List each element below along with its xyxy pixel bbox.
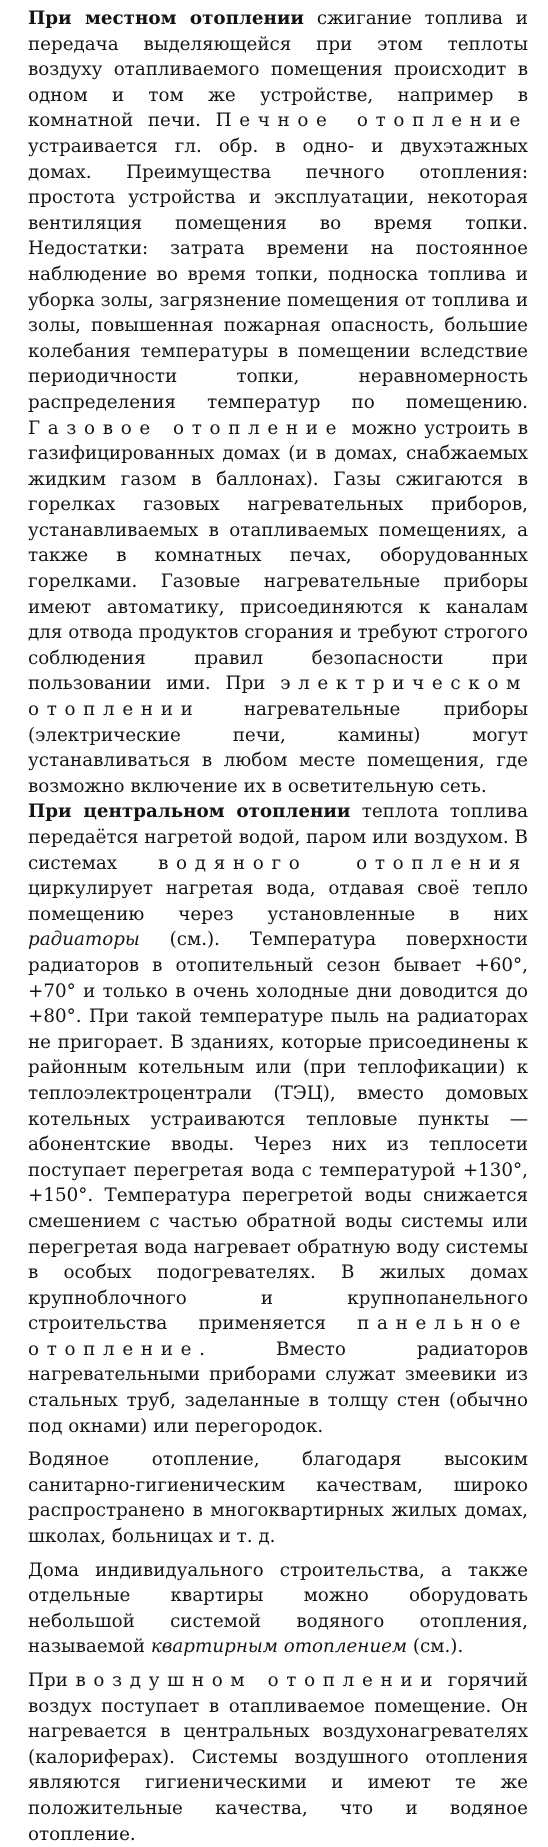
cross-reference-radiators[interactable]: радиаторы (28, 929, 140, 951)
text-run: При (28, 1670, 76, 1691)
paragraph-central-heating (28, 799, 528, 1439)
text-run: (см.). (407, 1636, 464, 1658)
text-run: горячий воздух поступает в отапливаемое помещение. Он нагревается в центральных воздухонагревателях (калориферах). Системы воздушного отопления являются гигиеническими и имеют те же положительные качества, что и водяное отопление. (28, 1670, 528, 1845)
text-run: . Вместо радиаторов нагревательными приборами служат змеевики из стальных труб, заделанные в толщу стен (обычно под окнами) или перегородок. (28, 1338, 528, 1437)
paragraph-local-heating (28, 6, 528, 799)
term-electric-heating: электрическом отоплении (28, 673, 528, 721)
text-run: можно устроить в газифицированных домах (и в домах, снабжаемых жидким газом в баллонах). Газы сжигаются в горелках газовых нагревательных приборов, устанавливаемых в отапливаемых помещениях, а также в комнатных печах, оборудованных горелками. Газовые нагревательные приборы имеют автоматику, присоединяются к каналам для отвода продуктов сгорания и требуют строгого соблюдения правил безопасности при пользовании ими. При (28, 417, 528, 695)
term-gas-heating: Газовое отопление (28, 417, 345, 439)
term-local-heating: При местном отоплении (28, 8, 304, 29)
article-body (28, 6, 528, 1847)
text-run: циркулирует нагретая вода, отдавая своё тепло помещению через установленные в них (28, 878, 528, 925)
term-air-heating: воздушном отоплении (75, 1670, 441, 1691)
term-water-heating: водяного отопления (158, 852, 528, 874)
term-central-heating: При центральном отоплении (28, 801, 351, 823)
cross-reference-apartment-heating[interactable]: квартирным отоплением (150, 1636, 408, 1658)
paragraph-apartment-heating (28, 1558, 528, 1660)
term-stove-heating: Печное отопление (215, 110, 528, 132)
term-panel-heating: панельное отопление (28, 1313, 528, 1360)
paragraph-water-heating-use (28, 1447, 528, 1549)
text-run: устраивается гл. обр. в одно- и двухэтажных домах. Преимущества печного отопления: простота устройства и эксплуатации, некоторая вентиляция помещения во время топки. Недостатки: затрата времени на постоянное наблюдение во время топки, подноска топлива и уборка золы, загрязнение помещения от топлива и золы, повышенная пожарная опасность, большие колебания температуры в помещении вследствие периодичности топки, неравномерность распределения температур по помещению. (28, 135, 529, 413)
text-run: сжигание топлива и передача выделяющейся при этом теплоты воздуху отапливаемого помещения происходит в одном и том же устройстве, например в комнатной печи. (28, 8, 528, 132)
text-run: Водяное отопление, благодаря высоким санитарно-гигиеническим качествам, широко распространено в многоквартирных жилых домах, школах, больницах и т. д. (28, 1449, 528, 1548)
paragraph-air-heating (28, 1668, 528, 1847)
text-run: нагревательные приборы (электрические печи, камины) могут устанавливаться в любом месте помещения, где возможно включение их в осветительную сеть. (28, 699, 528, 797)
text-run: теплота топлива передаётся нагретой водой, паром или воздухом. В системах (28, 801, 528, 874)
text-run: (см.). Температура поверхности радиаторов в отопительный сезон бывает +60°, +70° и только в очень холодные дни доводится до +80°. При такой температуре пыль на радиаторах не пригорает. В зданиях, которые присоединены к районным котельным или (при теплофикации) к теплоэлектроцентрали (ТЭЦ), вместо домовых котельных устраиваются тепловые пункты — абонентские вводы. Через них из теплосети поступает перегретая вода с температурой +130°, +150°. Температура перегретой воды снижается смешением с частью обратной воды системы или перегретая вода нагревает обратную воду системы в особых подогревателях. В жилых домах крупноблочного и крупнопанельного строительства применяется (28, 929, 528, 1335)
text-run: Дома индивидуального строительства, а также отдельные квартиры можно оборудовать небольшой системой водяного отопления, называемой (28, 1559, 528, 1658)
